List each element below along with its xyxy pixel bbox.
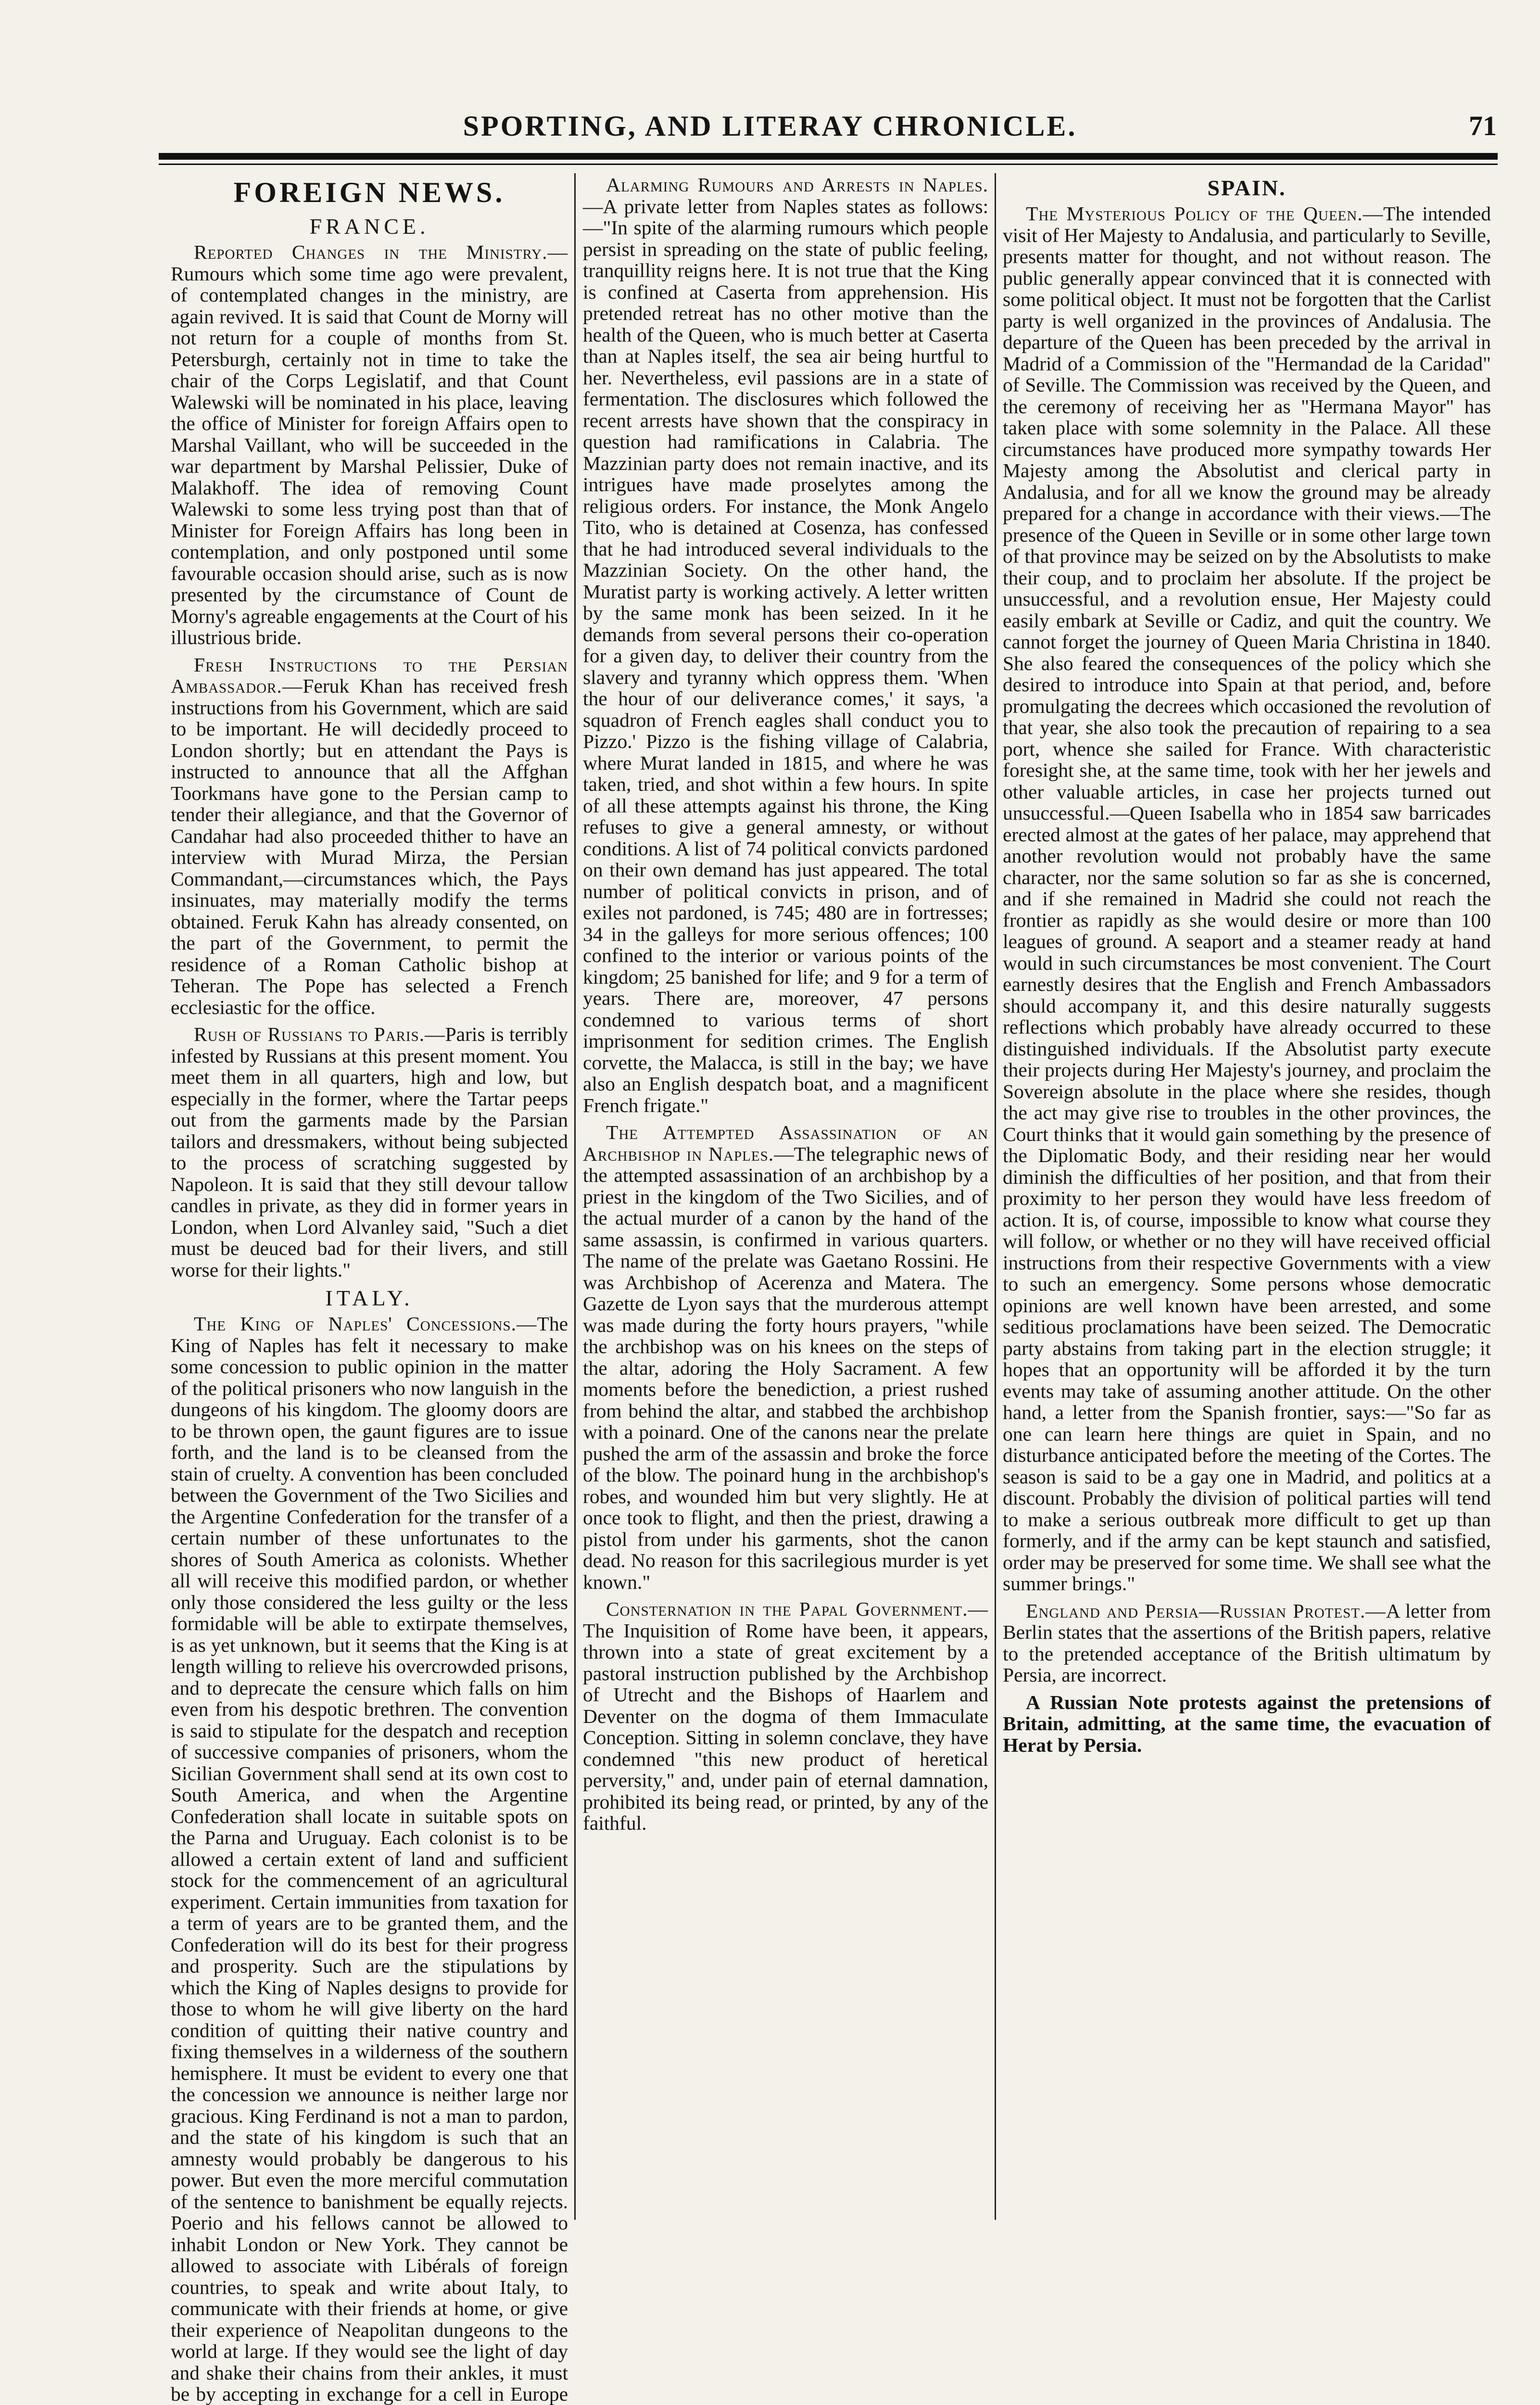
article-head: Alarming Rumours and Arrests in Naples. bbox=[606, 174, 988, 196]
article-body: The Inquisition of Rome have been, it appears, thrown into a state of great excitement by a pastoral instruction published by the Archbishop of Utrecht and the Bishops of Haarlem and Deventer on the dogma of them Immaculate Conception. Sitting in solemn conclave, they have condemned "this new product of heretical perversity," and, under pain of eternal damnation, prohibited its being read, or printed, by any of the faithful. bbox=[583, 1619, 988, 1834]
article-body: —A private letter from Naples states as follows:—"In spite of the alarming rumours which people persist in spreading on the state of public feeling, tranquillity reigns here. It is not true that the King is confined at Caserta from apprehension. His pretended retreat has no other motive than the health of the Queen, who is much better at Caserta than at Naples itself, the sea air being hurtful to her. Nevertheless, evil passions are in a state of fermentation. The disclosures which followed the recent arrests have shown that the conspiracy in question had ramifications in Calabria. The Mazzinian party does not remain inactive, and its intrigues have made proselytes among the religious orders. For instance, the Monk Angelo Tito, who is detained at Cosenza, has confessed that he had introduced several individuals to the Mazzinian Society. On the other hand, the Muratist party is working actively. A letter written by the same monk has been seized. In it he demands from several persons their co-operation for a given day, to deliver their country from the slavery and tyranny which oppress them. 'When the hour of our deliverance comes,' it says, 'a squadron of French eagles shall conduct you to Pizzo.' Pizzo is the fishing village of Calabria, where Murat landed in 1815, and where he was taken, tried, and shot within a few hours. In spite of all these attempts against his throne, the King refuses to give a general amnesty, or without conditions. A list of 74 political convicts pardoned on their own demand has just appeared. The total number of political convicts in prison, and of exiles not pardoned, is 745; 480 are in fortresses; 34 in the galleys for more serious offences; 100 confined to the interior or various points of the kingdom; 25 banished for life; and 9 for a term of years. There are, moreover, 47 persons condemned to various terms of short imprisonment for sedition crimes. The English corvette, the Malacca, is still in the bay; we have also an English despatch boat, and a magnificent French frigate." bbox=[583, 195, 988, 1116]
article-head: England and Persia—Russian Protest.— bbox=[1026, 1599, 1386, 1622]
column-divider-2 bbox=[995, 173, 996, 2220]
header-rule-thin bbox=[159, 164, 1498, 165]
article-body: Paris is terribly infested by Russians at this present moment. You meet them in all quarters, high and low, but especially in the former, where the Tartar peeps out from the garments made by the Parsian tailors and dressmakers, without being subjected to the process of scratching suggested by Napoleon. It is said that they still devour tallow candles in private, as they did in former years in London, when Lord Alvanley said, "Such a diet must be deuced bad for their livers, and still worse for their lights." bbox=[171, 1023, 568, 1281]
header-rule-thick bbox=[159, 153, 1498, 160]
article-head: Reported Changes in the Ministry.— bbox=[194, 241, 568, 263]
article-head: The King of Naples' Concessions.— bbox=[194, 1313, 537, 1335]
article-head: Fresh Instructions to the Persian Ambassador.— bbox=[171, 653, 568, 697]
article-russian-note: A Russian Note protests against the pretensions of Britain, admitting, at the same time, the evacuation of Herat by Persia. bbox=[1003, 1691, 1491, 1756]
column-3 bbox=[1003, 174, 1491, 2218]
column-2 bbox=[583, 174, 988, 2218]
article-head: Consternation in the Papal Government.— bbox=[606, 1598, 988, 1620]
running-header-title: SPORTING, AND LITERAY CHRONICLE. bbox=[463, 110, 1077, 142]
article-body: Rumours which some time ago were prevalent, of contemplated changes in the ministry, are again revived. It is said that Count de Morny will not return for a couple of months from St. Petersburgh, certainly not in time to take the chair of the Corps Legislatif, and that Count Walewski will be nominated in his place, leaving the office of Minister for foreign Affairs open to Marshal Vaillant, who will be succeeded in the war department by Marshal Pelissier, Duke of Malakhoff. The idea of removing Count Walewski to some less trying post than that of Minister for Foreign Affairs has long been in contemplation, and only postponed until some favourable occasion should arise, such as is now presented by the circumstance of Count de Morny's agreable engagements at the Court of his illustrious bride. bbox=[171, 262, 568, 648]
page-number: 71 bbox=[1469, 110, 1497, 141]
section-heading-foreign-news: FOREIGN NEWS. bbox=[233, 177, 505, 208]
article-body: —The telegraphic news of the attempted assassination of an archbishop by a priest in the kingdom of the Two Sicilies, and of the actual murder of a canon by the hand of the same assassin, is confirmed in various quarters. The name of the prelate was Gaetano Rossini. He was Archbishop of Acerenza and Matera. The Gazette de Lyon says that the murderous attempt was made during the forty hours prayers, "while the archbishop was on his knees on the steps of the altar, adoring the Holy Sacrament. A few moments before the benediction, a priest rushed from behind the altar, and stabbed the archbishop with a poinard. One of the canons near the prelate pushed the arm of the assassin and broke the force of the blow. The poinard hung in the archbishop's robes, and wounded him but very slightly. He at once took to flight, and then the priest, drawing a pistol from under his garments, shot the canon dead. No reason for this sacrilegious murder is yet known." bbox=[583, 1142, 988, 1593]
article-body: The King of Naples has felt it necessary to make some concession to public opinion in the matter of the political prisoners who now languish in the dungeons of his kingdom. The gloomy doors are to be thrown open, the gaunt figures are to issue forth, and the land is to be cleansed from the stain of cruelty. A convention has been concluded between the Government of the Two Sicilies and the Argentine Confederation for the transfer of a certain number of these unfortunates to the shores of South America as colonists. Whether all will receive this modified pardon, or whether only those considered the less guilty or the less formidable will be able to extirpate themselves, is as yet unknown, but it seems that the King is at length willing to relieve his overcrowded prisons, and to deprecate the censure which falls on him even from his despotic brethren. The convention is said to stipulate for the despatch and reception of successive companies of prisoners, whom the Sicilian Government shall send at its own cost to South America, and when the Argentine Confederation shall locate in suitable spots on the Parna and Uruguay. Each colonist is to be allowed a certain extent of land and sufficient stock for the commencement of an agricultural experiment. Certain immunities from taxation for a term of years are to be granted them, and the Confederation will do its best for their progress and prosperity. Such are the stipulations by which the King of Naples designs to provide for those to whom he will give liberty on the hard condition of quitting their native country and fixing themselves in a wilderness of the southern hemisphere. It must be evident to every one that the concession we announce is neither large nor gracious. King Ferdinand is not a man to pardon, and the state of his kingdom is such that an amnesty would probably be dangerous to his power. But even the more merciful commutation of the sentence to banishment be equally rejects. Poerio and his fellows cannot be allowed to inhabit London or New York. They cannot be allowed to associate with Libérals of foreign countries, to speak and write about Italy, to communicate with their friends at home, or give their experience of Neapolitan dungeons to the world at large. If they would see the light of day and shake their chains from their ankles, it must be by accepting in exchange for a cell in Europe bbox=[171, 1313, 568, 2405]
article-queen-policy bbox=[1003, 203, 1491, 1595]
article-naples-concessions bbox=[171, 1313, 568, 2405]
article-body: Feruk Khan has received fresh instructions from his Government, which are said to be important. He will decidedly proceed to London shortly; but en attendant the Pays is instructed to announce that all the Affghan Toorkmans have gone to the Persian camp to tender their allegiance, and that the Governor of Candahar had also proceeded thither to have an interview with Murad Mirza, the Persian Commandant,—circumstances which, the Pays insinuates, may materially modify the terms obtained. Feruk Kahn has already consented, on the part of the Government, to permit the residence of a Roman Catholic bishop at Teheran. The Pope has selected a French ecclesiastic for the office. bbox=[171, 675, 568, 1018]
article-body: The intended visit of Her Majesty to Andalusia, and particularly to Seville, presents matter for thought, and not without reason. The public generally appear convinced that it is connected with some political object. It must not be forgotten that the Carlist party is well organized in the provinces of Andalusia. The departure of the Queen has been preceded by the arrival in Madrid of a Commission of the "Hermandad de la Caridad" of Seville. The Commission was received by the Queen, and the ceremony of receiving her as "Hermana Mayor" has taken place with some solemnity in the Palace. All these circumstances have produced more sympathy towards Her Majesty among the Absolutist and clerical party in Andalusia, and for all we know the ground may be already prepared for a change in accordance with their views.—The presence of the Queen in Seville or in some other large town of that province may be seized on by the Absolutists to make their coup, and to proclaim her absolute. If the project be unsuccessful, and a revolution ensue, Her Majesty could easily embark at Seville or Cadiz, and quit the country. We cannot forget the journey of Queen Maria Christina in 1840. She also feared the consequences of the policy which she desired to introduce into Spain at that period, and, before promulgating the decrees which occasioned the revolution of that year, she also took the precaution of repairing to a sea port, whence she sailed for France. With characteristic foresight she, at the same time, took with her her jewels and other valuable articles, in case her projects turned out unsuccessful.—Queen Isabella who in 1854 saw barricades erected almost at the gates of her palace, may apprehend that another revolution would not probably have the same character, nor the same solution so far as she is concerned, and if she remained in Madrid she could not reach the frontier as rapidly as she would desire or more than 100 leagues of ground. A seaport and a steamer ready at hand would in such circumstances be most convenient. The Court earnestly desires that the English and French Ambassadors should accompany it, and this desire naturally suggests reflections which probably have already occurred to these distinguished individuals. If the Absolutist party execute their projects during Her Majesty's journey, and proclaim the Sovereign absolute in the place where she resides, though the act may give rise to troubles in the other provinces, the Court thinks that it would gain something by the presence of the Diplomatic Body, and their residing near her would diminish the difficulties of her position, and that from their proximity to her person they would have less freedom of action. It is, of course, impossible to know what course they will follow, or whether or no they will have received official instructions from their respective Governments with a view to such an emergency. Some persons whose democratic opinions are well known have been arrested, and some seditious proclamations have been seized. The Democratic party abstains from taking part in the election struggle; it hopes that an opportunity will be afforded it by the turn events may take of assuming another attitude. On the other hand, a letter from the Spanish frontier, says:—"So far as one can learn here things are quiet in Spain, and no disturbance anticipated before the meeting of the Cortes. The season is said to be a gay one in Madrid, and politics at a discount. Probably the division of political parties will tend to make a serious outbreak more difficult to get up than formerly, and if the army can be kept staunch and satisfied, order may be preserved for some time. We shall see what the summer brings." bbox=[1003, 203, 1491, 1595]
article-england-persia bbox=[1003, 1600, 1491, 1686]
column-1 bbox=[171, 174, 568, 2405]
heading-spain: SPAIN. bbox=[1207, 176, 1287, 200]
article-naples-rumours bbox=[583, 174, 988, 1116]
article-ministry-changes bbox=[171, 241, 568, 648]
article-russians-paris bbox=[171, 1024, 568, 1280]
article-body: A letter from Berlin states that the assertions of the British papers, relative to the pretended acceptance of the British ultimatum by Persia, are incorrect. bbox=[1003, 1599, 1491, 1686]
heading-france: FRANCE. bbox=[309, 214, 429, 239]
heading-italy: ITALY. bbox=[325, 1286, 414, 1310]
article-head: The Attempted Assassination of an Archbishop in Naples. bbox=[583, 1121, 988, 1165]
article-archbishop-assassination bbox=[583, 1122, 988, 1593]
article-papal-consternation bbox=[583, 1598, 988, 1834]
article-persian-ambassador bbox=[171, 654, 568, 1018]
article-head: The Mysterious Policy of the Queen.— bbox=[1026, 203, 1384, 225]
column-divider-1 bbox=[574, 173, 576, 2220]
article-head: Rush of Russians to Paris.— bbox=[194, 1023, 445, 1045]
